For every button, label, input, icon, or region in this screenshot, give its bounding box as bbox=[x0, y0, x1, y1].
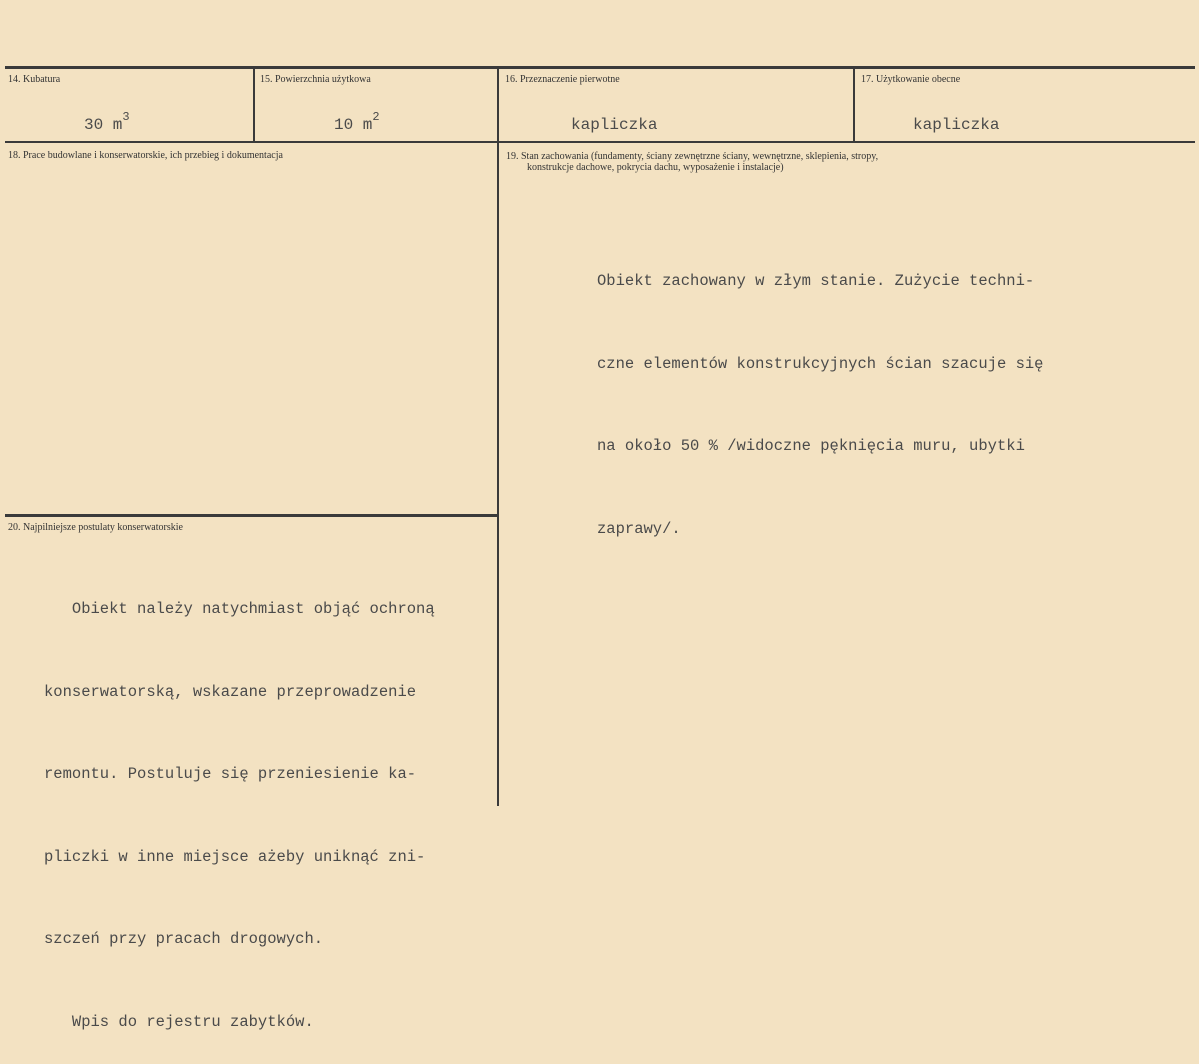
field-20-line: pliczki w inne miejsce ażeby uniknąć zni- bbox=[44, 847, 426, 866]
field-17-label: 17. Użytkowanie obecne bbox=[861, 74, 961, 85]
row1-bottom-rule bbox=[5, 141, 1195, 143]
field-18-label: 18. Prace budowlane i konserwatorskie, ich przebieg i dokumentacja bbox=[8, 150, 283, 161]
field-19-line: zaprawy/. bbox=[597, 519, 681, 538]
field-15-number: 10 m bbox=[334, 116, 373, 134]
field-19-line: Obiekt zachowany w złym stanie. Zużycie techni- bbox=[597, 272, 1035, 290]
field-20-line: konserwatorską, wskazane przeprowadzenie bbox=[44, 682, 417, 701]
field-14-value bbox=[84, 110, 130, 134]
field-20-line: szczeń przy pracach drogowych. bbox=[44, 930, 324, 948]
field-16-value: kapliczka bbox=[571, 116, 658, 134]
field-19-line: czne elementów konstrukcyjnych ścian szacuje się bbox=[597, 354, 1044, 373]
divider-14-15 bbox=[253, 66, 255, 142]
field-19-label-line1: 19. Stan zachowania (fundamenty, ściany zewnętrzne ściany, wewnętrzne, sklepienia, stropy, bbox=[506, 151, 879, 162]
field-14-number: 30 m bbox=[84, 116, 123, 134]
field-20-line: Obiekt należy natychmiast objąć ochroną bbox=[44, 600, 435, 618]
field-20-text bbox=[44, 541, 435, 1064]
field-19-text bbox=[597, 213, 1043, 571]
section20-top-rule bbox=[5, 514, 497, 517]
field-20-line: remontu. Postuluje się przeniesienie ka- bbox=[44, 765, 417, 783]
field-15-superscript: 2 bbox=[372, 110, 380, 124]
field-19-line: na około 50 % /widoczne pęknięcia muru, ubytki bbox=[597, 437, 1025, 455]
top-rule bbox=[5, 66, 1195, 69]
field-15-label: 15. Powierzchnia użytkowa bbox=[260, 74, 371, 85]
field-14-superscript: 3 bbox=[122, 110, 130, 124]
field-15-value bbox=[334, 110, 380, 134]
field-17-value: kapliczka bbox=[913, 116, 1000, 134]
field-20-line: Wpis do rejestru zabytków. bbox=[44, 1012, 314, 1031]
divider-main bbox=[497, 66, 499, 806]
divider-16-17 bbox=[853, 66, 855, 142]
field-14-label: 14. Kubatura bbox=[8, 74, 61, 85]
field-20-label: 20. Najpilniejsze postulaty konserwatorskie bbox=[8, 522, 183, 533]
field-19-label-line2: konstrukcje dachowe, pokrycia dachu, wyposażenie i instalacje) bbox=[527, 162, 784, 173]
field-16-label: 16. Przeznaczenie pierwotne bbox=[505, 74, 620, 85]
